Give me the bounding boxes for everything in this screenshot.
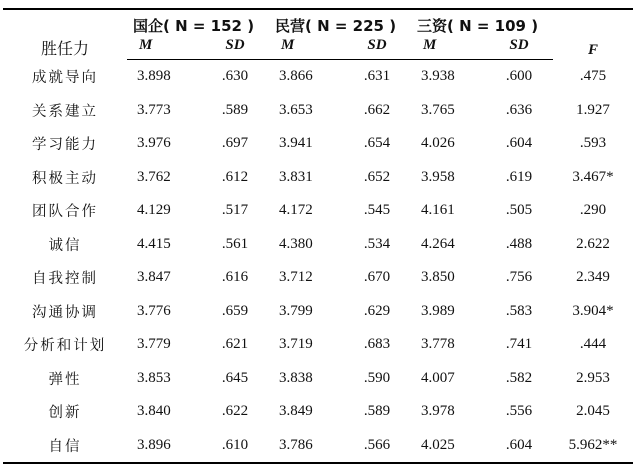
mean-cell: 3.958	[421, 168, 455, 185]
table-body	[3, 60, 633, 464]
competency-name: 成就导向	[32, 70, 98, 86]
table-row	[3, 328, 633, 362]
mean-cell: 3.779	[137, 336, 171, 353]
table-row	[3, 362, 633, 396]
mean-cell: 3.978	[421, 403, 455, 420]
group-header-private	[269, 9, 411, 37]
mean-cell: 3.840	[137, 403, 171, 420]
sd-cell: .582	[505, 369, 533, 386]
competency-name: 创新	[48, 405, 82, 422]
competency-name: 诚信	[48, 237, 82, 254]
sd-cell: .662	[363, 101, 391, 118]
sd-cell: .683	[363, 336, 391, 353]
mean-cell: 3.778	[421, 336, 455, 353]
sd-cell: .645	[221, 369, 249, 386]
f-value-cell: 1.927	[576, 101, 610, 118]
sd-cell: .659	[221, 302, 249, 319]
f-value-cell: .593	[579, 135, 607, 152]
table-row	[3, 295, 633, 329]
mean-cell: 3.786	[269, 429, 343, 464]
competency-name: 团队合作	[32, 204, 98, 221]
competency-name: 弹性	[48, 371, 82, 388]
table-row	[3, 395, 633, 429]
competency-name: 学习能力	[32, 137, 98, 154]
table-header	[3, 9, 633, 60]
sd-cell: .630	[221, 68, 249, 85]
f-value-cell: 3.467*	[572, 168, 614, 185]
mean-cell: 3.849	[279, 403, 313, 420]
mean-cell: 3.938	[421, 68, 455, 85]
sd-cell: .589	[363, 403, 391, 420]
mean-cell: 3.898	[137, 68, 171, 85]
sd-cell: .561	[221, 235, 249, 252]
table-row	[3, 94, 633, 128]
sd-cell: .629	[363, 302, 391, 319]
sd-cell: .604	[485, 429, 553, 464]
sd-cell: .756	[505, 269, 533, 286]
f-value-cell: 2.045	[576, 403, 610, 420]
sd-cell: .670	[363, 269, 391, 286]
mean-cell: 3.765	[421, 101, 455, 118]
f-value-cell: .444	[579, 336, 607, 353]
competency-name: 积极主动	[32, 170, 98, 187]
mean-cell: 3.850	[421, 269, 455, 286]
sd-cell: .488	[505, 235, 533, 252]
competency-name: 自我控制	[32, 271, 98, 288]
f-value-cell: 2.622	[576, 235, 610, 252]
sd-cell: .621	[221, 336, 249, 353]
sd-header: SD	[343, 37, 411, 60]
sd-cell: .652	[363, 168, 391, 185]
sd-cell: .534	[363, 235, 391, 252]
group-n: ( N = 152 )	[163, 17, 255, 35]
sd-cell: .622	[221, 403, 249, 420]
mean-cell: 3.831	[279, 168, 313, 185]
table-row	[3, 429, 633, 464]
table-row	[3, 194, 633, 228]
group-name: 民营	[275, 17, 306, 35]
m-header: M	[411, 37, 485, 60]
competency-name: 分析和计划	[23, 338, 107, 355]
sd-cell: .556	[505, 403, 533, 420]
m-header: M	[269, 37, 343, 60]
mean-cell: 3.989	[421, 302, 455, 319]
sd-cell: .697	[221, 135, 249, 152]
table-row	[3, 228, 633, 262]
mean-cell: 4.161	[421, 202, 455, 219]
sd-cell: .636	[505, 101, 533, 118]
group-n: ( N = 225 )	[305, 17, 397, 35]
competency-table	[3, 8, 633, 464]
mean-cell: 3.773	[137, 101, 171, 118]
competency-name: 关系建立	[32, 103, 98, 120]
sd-cell: .741	[505, 336, 533, 353]
mean-cell: 3.896	[127, 429, 201, 464]
sd-cell: .545	[363, 202, 391, 219]
sd-cell: .604	[505, 135, 533, 152]
mean-cell: 3.712	[279, 269, 313, 286]
mean-cell: 4.129	[137, 202, 171, 219]
sd-cell: .600	[505, 68, 533, 85]
competency-name: 自信	[3, 429, 127, 464]
mean-cell: 4.026	[421, 135, 455, 152]
mean-cell: 3.847	[137, 269, 171, 286]
header-row-groups	[3, 9, 633, 37]
sd-header: SD	[485, 37, 553, 60]
sd-cell: .610	[201, 429, 269, 464]
sd-cell: .590	[363, 369, 391, 386]
mean-cell: 3.976	[137, 135, 171, 152]
f-value-cell: .290	[579, 202, 607, 219]
sd-cell: .619	[505, 168, 533, 185]
mean-cell: 3.719	[279, 336, 313, 353]
sd-cell: .616	[221, 269, 249, 286]
mean-cell: 4.172	[279, 202, 313, 219]
competency-name: 沟通协调	[32, 304, 98, 321]
sd-cell: .612	[221, 168, 249, 185]
sd-cell: .517	[221, 202, 249, 219]
group-name: 三资	[417, 17, 448, 35]
f-header: F	[553, 9, 633, 60]
table-row	[3, 161, 633, 195]
sd-cell: .583	[505, 302, 533, 319]
mean-cell: 4.415	[137, 235, 171, 252]
sd-cell: .654	[363, 135, 391, 152]
sd-cell: .589	[221, 101, 249, 118]
sd-cell: .631	[363, 68, 391, 85]
group-header-soe	[127, 9, 269, 37]
group-n: ( N = 109 )	[447, 17, 539, 35]
mean-cell: 4.025	[411, 429, 485, 464]
mean-cell: 4.380	[279, 235, 313, 252]
mean-cell: 3.838	[279, 369, 313, 386]
mean-cell: 4.264	[421, 235, 455, 252]
mean-cell: 3.866	[279, 68, 313, 85]
row-label-header: 胜任力	[3, 9, 127, 60]
mean-cell: 3.941	[279, 135, 313, 152]
f-value-cell: 2.953	[576, 369, 610, 386]
f-value-cell: 5.962**	[553, 429, 633, 464]
sd-header: SD	[201, 37, 269, 60]
sd-cell: .505	[505, 202, 533, 219]
table-row	[3, 261, 633, 295]
m-header: M	[127, 37, 201, 60]
f-value-cell: .475	[579, 68, 607, 84]
mean-cell: 3.853	[137, 369, 171, 386]
mean-cell: 3.799	[279, 302, 313, 319]
mean-cell: 4.007	[421, 369, 455, 386]
competency-table-container	[3, 8, 633, 464]
table-row	[3, 60, 633, 94]
mean-cell: 3.776	[137, 302, 171, 319]
f-value-cell: 2.349	[576, 269, 610, 286]
group-header-foreign	[411, 9, 553, 37]
mean-cell: 3.653	[279, 101, 313, 118]
f-value-cell: 3.904*	[572, 302, 614, 319]
mean-cell: 3.762	[137, 168, 171, 185]
group-name: 国企	[133, 17, 164, 35]
table-row	[3, 127, 633, 161]
sd-cell: .566	[343, 429, 411, 464]
